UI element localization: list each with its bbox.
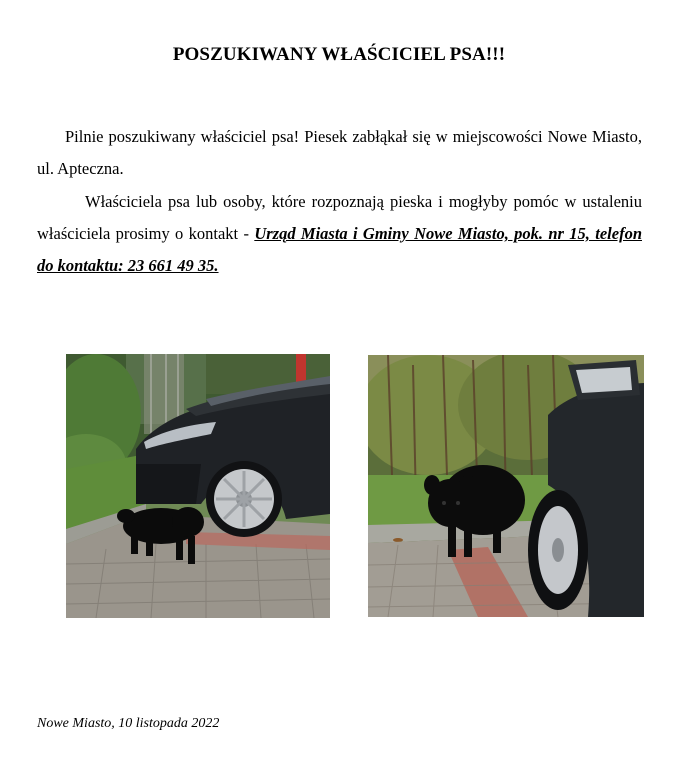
contact-details: Urząd Miasta i Gminy Nowe Miasto, pok. nr 15, telefon do kontaktu: 23 661 49 35. [37,224,642,275]
page-title: POSZUKIWANY WŁAŚCICIEL PSA!!! [172,44,506,65]
dog-photo-parking [66,354,330,618]
paragraph-contact-request [37,186,642,282]
footer-place-date: Nowe Miasto, 10 listopada 2022 [37,716,220,731]
paragraph-announcement: Pilnie poszukiwany właściciel psa! Piesek zabłąkał się w miejscowości Nowe Miasto, ul. Apteczna. [37,127,642,178]
contact-request-text: Właściciela psa lub osoby, które rozpoznają pieska i mogłyby pomóc w ustaleniu właściciela prosimy o kontakt - [37,192,642,243]
dog-photo-bushes [368,355,644,617]
